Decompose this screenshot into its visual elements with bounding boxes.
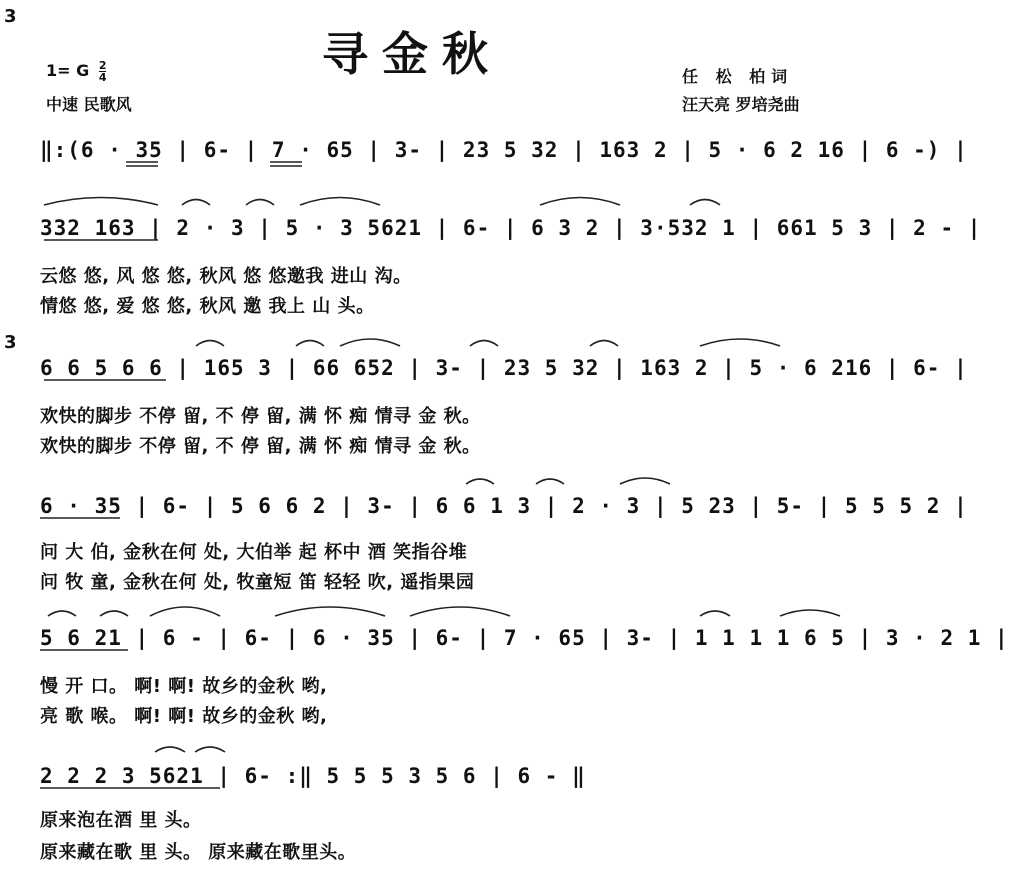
slur-mark <box>196 341 224 347</box>
section-marker: 3 <box>4 332 17 353</box>
system-5-lyrics-verse-2: 亮 歌 喉。 啊! 啊! 故乡的金秋 哟, <box>40 706 328 727</box>
slur-mark <box>150 607 220 616</box>
composer-credit: 汪天亮 罗培尧曲 <box>682 95 800 114</box>
slur-mark <box>540 198 620 206</box>
system-6-notes: 2 2 2 3 5621 | 6- :‖ 5 5 5 3 5 6 | 6 - ‖ <box>40 764 586 788</box>
slur-mark <box>620 478 670 484</box>
slur-mark <box>48 611 76 616</box>
system-6-lyrics-verse-1: 原来泡在酒 里 头。 <box>40 810 202 831</box>
lyricist-credit: 任 松 柏词 <box>682 67 794 86</box>
slur-mark <box>466 479 494 484</box>
system-3-lyrics-verse-1: 欢快的脚步 不停 留, 不 停 留, 满 怀 痴 情寻 金 秋。 <box>40 406 481 427</box>
system-6-lyrics-verse-2: 原来藏在歌 里 头。 原来藏在歌里头。 <box>40 842 357 863</box>
slur-mark <box>182 200 210 206</box>
system-5-lyrics-verse-1: 慢 开 口。 啊! 啊! 故乡的金秋 哟, <box>40 676 328 697</box>
system-3-notes: 6 6 5 6 6 | 165 3 | 66 652 | 3- | 23 5 32 | 163 2 | 5 · 6 216 | 6- | <box>40 356 968 380</box>
system-2-lyrics-verse-1: 云悠 悠, 风 悠 悠, 秋风 悠 悠邀我 进山 沟。 <box>40 266 412 287</box>
slur-mark <box>275 607 385 616</box>
song-title: 寻金秋 <box>322 27 502 81</box>
system-3-lyrics-verse-2: 欢快的脚步 不停 留, 不 停 留, 满 怀 痴 情寻 金 秋。 <box>40 436 481 457</box>
slur-mark <box>195 747 225 752</box>
slur-mark <box>246 200 274 206</box>
slur-mark <box>100 611 128 616</box>
slur-mark <box>470 341 498 347</box>
system-4-notes: 6 · 35 | 6- | 5 6 6 2 | 3- | 6 6 1 3 | 2 · 3 | 5 23 | 5- | 5 5 5 2 | <box>40 494 968 518</box>
page-number: 3 <box>4 6 17 27</box>
slur-mark <box>44 198 158 206</box>
slur-mark <box>155 747 185 752</box>
slur-mark <box>300 198 380 206</box>
slur-mark <box>700 611 730 616</box>
slur-mark <box>700 339 780 346</box>
system-5-notes: 5 6 21 | 6 - | 6- | 6 · 35 | 6- | 7 · 65 | 3- | 1 1 1 1 6 5 | 3 · 2 1 | <box>40 626 1009 650</box>
slur-mark <box>780 610 840 616</box>
key-signature: 1= G <box>46 61 90 80</box>
tempo-style: 中速 民歌风 <box>46 95 132 114</box>
slur-mark <box>340 339 400 346</box>
system-1-notes: ‖:(6 · 35 | 6- | 7 · 65 | 3- | 23 5 32 | 163 2 | 5 · 6 2 16 | 6 -) | <box>40 138 968 162</box>
system-2-lyrics-verse-2: 情悠 悠, 爱 悠 悠, 秋风 邀 我上 山 头。 <box>40 296 375 317</box>
slur-mark <box>536 479 564 484</box>
time-signature-denominator: 4 <box>98 71 107 84</box>
slur-mark <box>410 607 510 616</box>
time-signature-numerator: 2 <box>98 59 107 72</box>
system-4-lyrics-verse-2: 问 牧 童, 金秋在何 处, 牧童短 笛 轻轻 吹, 遥指果园 <box>40 572 475 593</box>
system-4-lyrics-verse-1: 问 大 伯, 金秋在何 处, 大伯举 起 杯中 酒 笑指谷堆 <box>40 542 468 563</box>
slur-mark <box>690 200 720 206</box>
system-2-notes: 332 163 | 2 · 3 | 5 · 3 5621 | 6- | 6 3 2 | 3·532 1 | 661 5 3 | 2 - | <box>40 216 982 240</box>
slur-mark <box>590 341 618 347</box>
slur-mark <box>296 341 324 347</box>
